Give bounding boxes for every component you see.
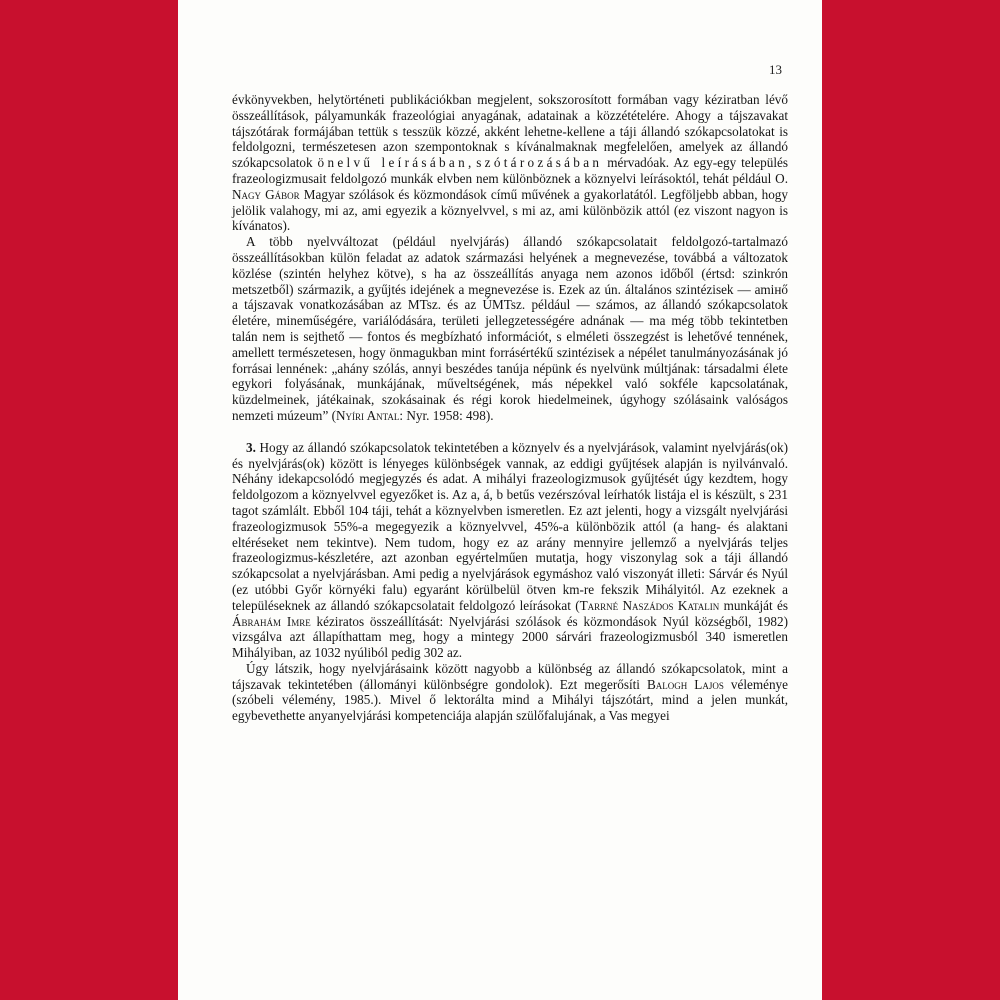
- text-run: véleménye (szóbeli vélemény, 1985.). Mivel ő lektorálta mind a Mihályi tájszótárt, mind a jelen munkát, egybevethette anyanyelvjárási kompetenciája alapján szülőfalujának, a Vas megyei: [232, 676, 788, 724]
- text-run: A több nyelvváltozat (például nyelvjárás) állandó szókapcsolatait feldolgozó-tartalmazó összeállításokban külön feladat az adatok származási helyének a megnevezése, továbbá a változatok közlése (szintén helyhez kötve), s ha az összeállítás anyaga nem azonos időből (értsd: szinkrón metszetből) származik, a gyűjtés idejének a megnevezése is. Ezek az ún. általános szintézisek — amiнő a tájszavak vonatkozásában az MTsz. és az ÚMTsz. például — számos, az állandó szókapcsolatok életére, mineműségére, variálódására, területi jellegzetességére adnának — ma még több tekintetben talán nem is sejthető — fontos és megbízható információt, s elméleti összegzést is lehetővé tennének, amellett természetesen, hogy önmagukban mint forrásértékű szintézisek a népélet tanulmányozásának jó forrásai lennének: „ahány szólás, annyi beszédes tanúja népünk és nyelvünk múltjának: társadalmi élete egykori folyásának, munkájának, műveltségének, más népekkel való sokféle kapcsolatának, küzdelmeinek, játékainak, szokásainak és régi korok hiedelmeinek, úgyhogy szólásaink valóságos nemzeti múzeum” (: [232, 234, 788, 423]
- author-name: Balogh Lajos: [646, 676, 724, 692]
- page-number: 13: [769, 62, 782, 77]
- section-number: 3.: [246, 439, 256, 455]
- paragraph-4: [232, 661, 788, 724]
- author-name: Nyíri Antal: [336, 407, 400, 423]
- spaced-emphasis: szótározásában: [476, 155, 603, 171]
- author-name: Tarrné Naszádos Katalin: [579, 597, 720, 613]
- text-run: ,: [467, 155, 477, 171]
- author-name: Ábrahám Imre: [232, 613, 311, 629]
- text-run: Magyar szólások és közmondások című művének a gyakorlatától. Legföljebb abban, hogy jelölik valahogy, mi az, ami egyezik a köznyelvvel, s mi az, ami különbözik attól (ez viszont nagyon is kívánatos).: [232, 186, 788, 234]
- text-run: : Nyr. 1958: 498).: [399, 407, 494, 423]
- text-run: munkáját és: [719, 597, 788, 613]
- section-3-paragraph: [232, 440, 788, 661]
- text-run: Hogy az állandó szókapcsolatok tekintetében a köznyelv és a nyelvjárások, valamint nyelvjárás(ok) és nyelvjárás(ok) között is lényeges különbségek vannak, az eddigi gyűjtések alapján is nyilvánvaló. Néhány idekapcsolódó megjegyzés és adat. A mihályi frazeologizmusok gyűjtését úgy kezdtem, hogy feldolgozom a köznyelvvel egyezőket is. Az a, á, b betűs vezérszóval leírhatók listája el is készült, s 231 tagot számlált. Ebből 104 táji, tehát a köznyelvben ismeretlen. Ez azt jelenti, hogy a vizsgált nyelvjárási frazeologizmusok 55%-a megegyezik a köznyelvvel, 45%-a különbözik attól (a hang- és alaktani eltéréseket nem tekintve). Nem tudom, hogy ez az arány mennyire jellemző a nyelvjárás teljes frazeologizmus-készletére, azt azonban egyértelműen mutatja, hogy viszonylag sok a táji állandó szókapcsolat a nyelvjárásban. Ami pedig a nyelvjárások egymáshoz való viszonyát illeti: Sárvár és Nyúl (ez utóbbi Győr környéki falu) egyaránt körülbelül ötven km-re fekszik Mihályitól. Az ezeknek a településeknek az állandó szókapcsolatait feldolgozó leírásokat (: [232, 439, 788, 613]
- text-run: mérvadóak. Az egy-egy település frazeologizmusait feldolgozó munkák elvben nem különböznek a köznyelvi leírásoktól, tehát például O.: [232, 155, 788, 186]
- text-run: kéziratos összeállítását: Nyelvjárási szólások és közmondások Nyúl községből, 1982) vizsgálva azt állapíthattam meg, hogy a mintegy 2000 sárvári frazeologizmusból 340 ismeretlen Mihályiban, az 1032 nyúliból pedig 302 az.: [232, 613, 788, 661]
- spaced-emphasis: önelvű leírásában: [317, 155, 468, 171]
- author-name: Nagy Gábor: [232, 186, 300, 202]
- text-run: évkönyvekben, helytörténeti publikációkban megjelent, sokszorosított formában vagy kéziratban lévő összeállítások, pályamunkák frazeológiai anyagának, adatainak a közzétételére. Ahogy a tájszavakat tájszótárak formájában tettük s tesszük közzé, akként lehetne-kellene a táji állandó szókapcsolatokat is feldolgozni, természetesen azon szempontoknak s kívánalmaknak megfelelően, amelyek az állandó szókapcsolatok: [232, 92, 788, 171]
- text-run: Úgy látszik, hogy nyelvjárásaink között nagyobb a különbség az állandó szókapcsolatok, mint a tájszavak tekintetében (állományi különbségre gondolok). Ezt megerősíti: [232, 660, 788, 692]
- paragraph-1: [232, 92, 788, 234]
- document-page: [178, 0, 822, 1000]
- paragraph-2: [232, 234, 788, 424]
- body-text: [232, 92, 788, 724]
